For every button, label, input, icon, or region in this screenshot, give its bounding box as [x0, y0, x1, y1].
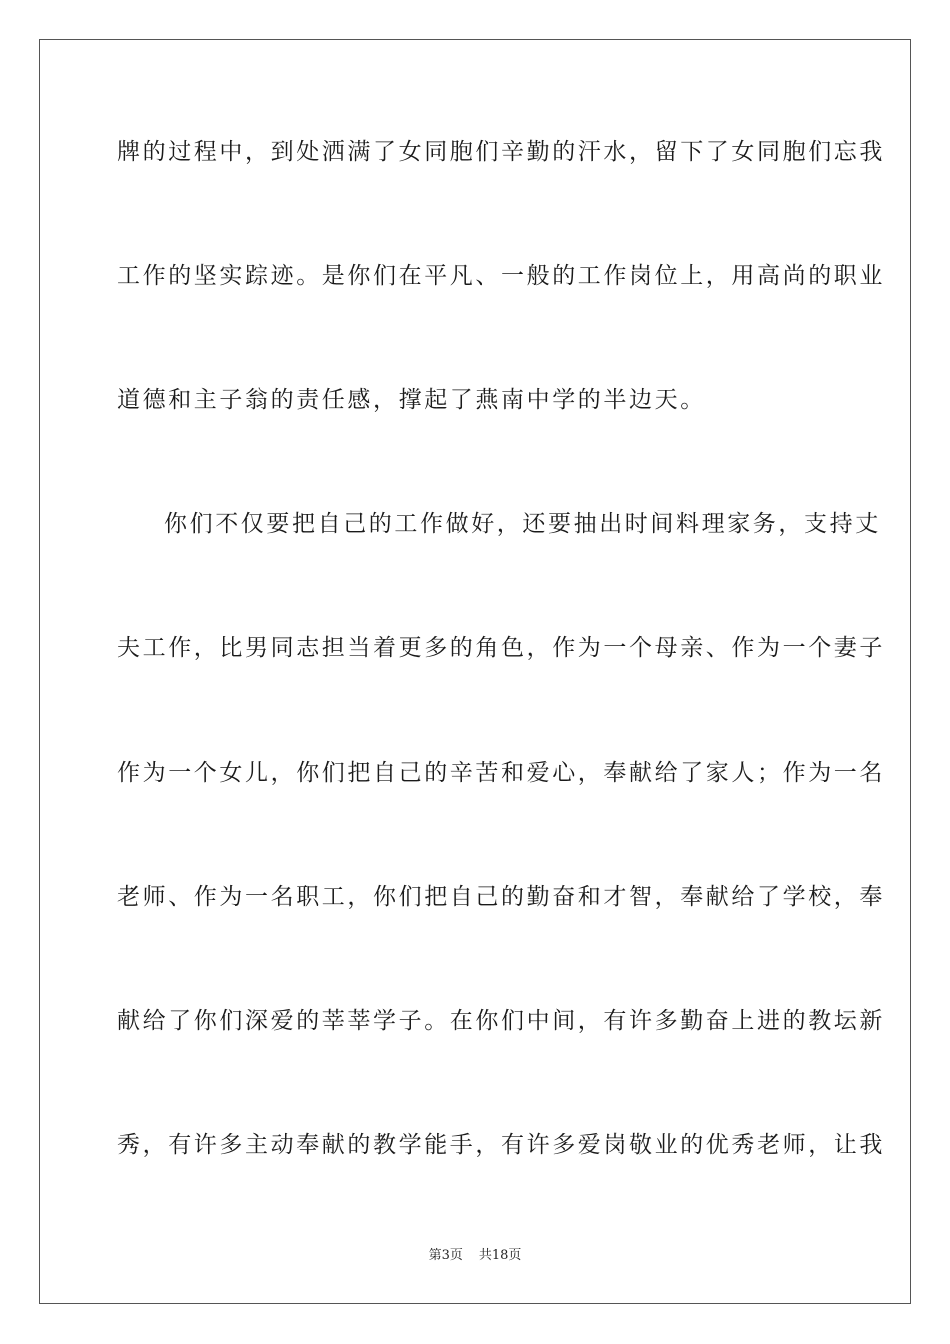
- paragraph-line-9: 秀，有许多主动奉献的教学能手，有许多爱岗敬业的优秀老师，让我: [117, 1132, 885, 1158]
- paragraph-line-2: 工作的坚实踪迹。是你们在平凡、一般的工作岗位上，用高尚的职业: [117, 263, 885, 289]
- paragraph-line-8: 献给了你们深爱的莘莘学子。在你们中间，有许多勤奋上进的教坛新: [117, 1008, 885, 1034]
- paragraph-line-1: 牌的过程中，到处洒满了女同胞们辛勤的汗水，留下了女同胞们忘我: [117, 139, 885, 165]
- paragraph-line-5: 夫工作，比男同志担当着更多的角色，作为一个母亲、作为一个妻子: [117, 635, 885, 661]
- paragraph-line-3: 道德和主子翁的责任感，撑起了燕南中学的半边天。: [117, 387, 706, 413]
- paragraph-line-7: 老师、作为一名职工，你们把自己的勤奋和才智，奉献给了学校，奉: [117, 884, 885, 910]
- page-total: 共18页: [478, 1248, 522, 1263]
- paragraph-line-6: 作为一个女儿，你们把自己的辛苦和爱心，奉献给了家人；作为一名: [117, 760, 885, 786]
- page-number: 第3页: [428, 1248, 463, 1263]
- page-footer: [0, 1247, 950, 1265]
- paragraph-line-4: 你们不仅要把自己的工作做好，还要抽出时间料理家务，支持丈: [164, 511, 881, 537]
- page-frame: [39, 39, 911, 1304]
